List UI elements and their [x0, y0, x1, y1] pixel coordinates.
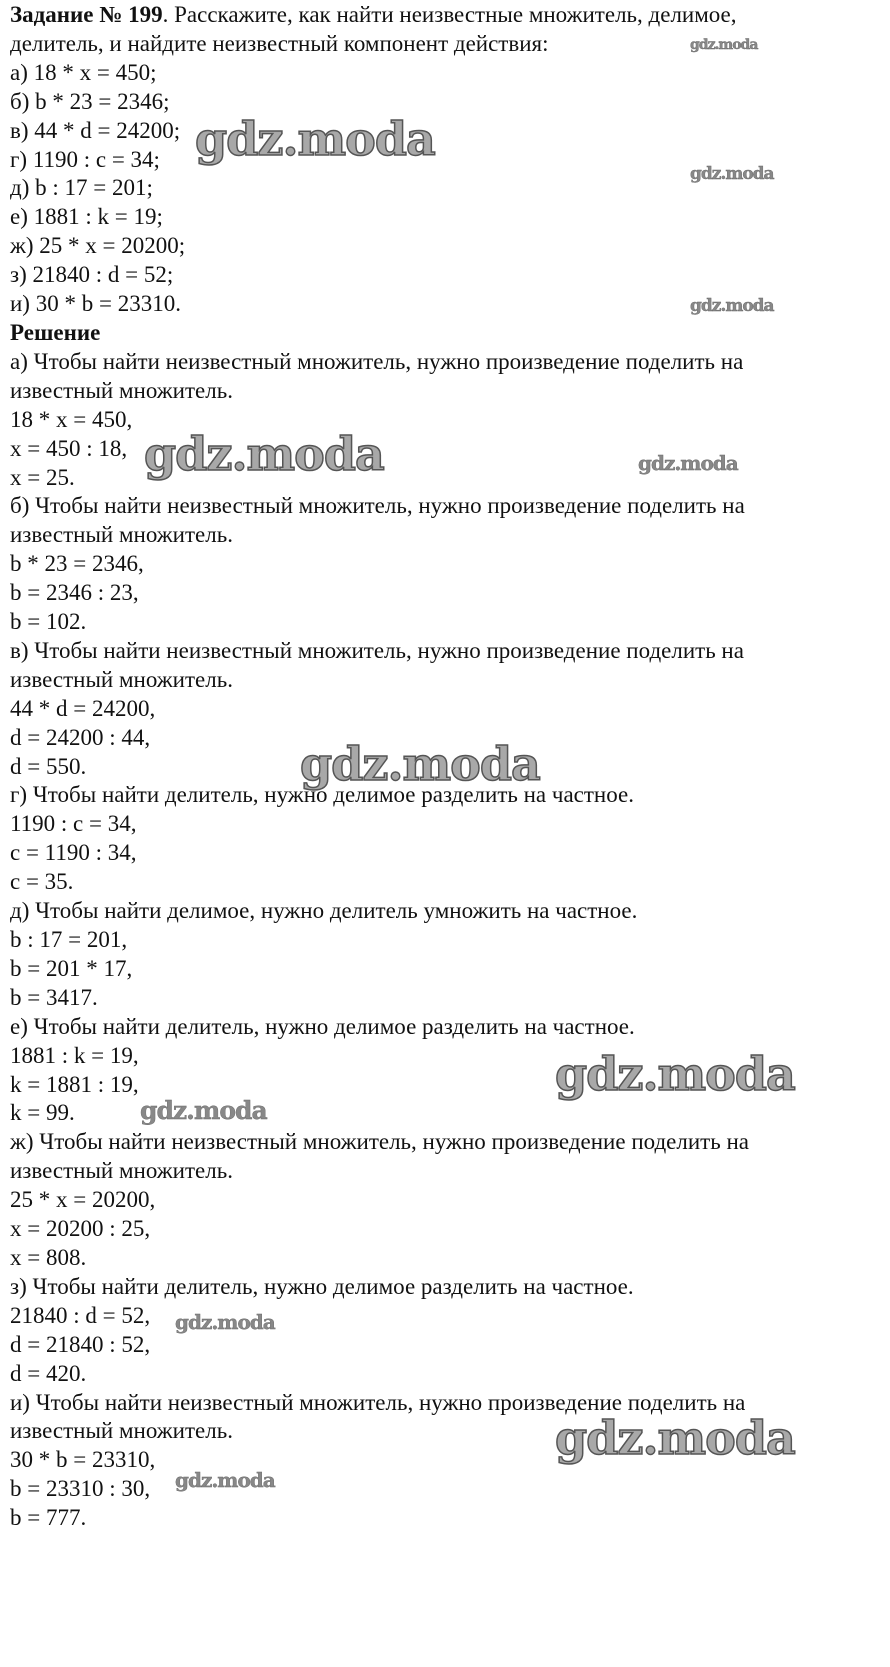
solution-line: k = 99. — [10, 1100, 75, 1126]
watermark: gdz.moda — [144, 427, 384, 481]
watermark: gdz.moda — [300, 737, 540, 791]
task-item: з) 21840 : d = 52; — [10, 262, 174, 288]
solution-line: b = 3417. — [10, 984, 98, 1010]
solution-line: k = 1881 : 19, — [10, 1071, 139, 1097]
watermark: gdz.moda — [690, 164, 774, 184]
solution-line: 44 * d = 24200, — [10, 695, 156, 721]
watermark: gdz.moda — [175, 1468, 275, 1492]
watermark: gdz.moda — [555, 1411, 795, 1465]
solution-line: b = 23310 : 30, — [10, 1476, 151, 1502]
solution-line: b = 777. — [10, 1505, 87, 1531]
solution-line: 21840 : d = 52, — [10, 1302, 151, 1328]
solution-line: x = 808. — [10, 1244, 87, 1270]
watermark: gdz.moda — [555, 1047, 795, 1101]
solution-line: ж) Чтобы найти неизвестный множитель, нужно произведение поделить на — [10, 1129, 749, 1155]
solution-line: c = 1190 : 34, — [10, 840, 137, 866]
solution-line: б) Чтобы найти неизвестный множитель, нужно произведение поделить на — [10, 493, 745, 519]
solution-line: известный множитель. — [10, 522, 233, 548]
task-item: б) b * 23 = 2346; — [10, 88, 170, 114]
solution-line: d = 24200 : 44, — [10, 724, 151, 750]
task-heading — [10, 1, 749, 30]
solution-line: 1190 : c = 34, — [10, 811, 137, 837]
solution-line: 18 * x = 450, — [10, 406, 133, 432]
solution-line: d = 420. — [10, 1360, 87, 1386]
watermark: gdz.moda — [195, 112, 435, 166]
watermark: gdz.moda — [690, 296, 774, 316]
solution-line: и) Чтобы найти неизвестный множитель, нужно произведение поделить на — [10, 1389, 746, 1415]
solution-line: г) Чтобы найти делитель, нужно делимое разделить на частное. — [10, 782, 634, 808]
solution-line: д) Чтобы найти делимое, нужно делитель умножить на частное. — [10, 898, 638, 924]
task-item: в) 44 * d = 24200; — [10, 117, 181, 143]
solution-line: x = 25. — [10, 464, 75, 490]
task-item: е) 1881 : k = 19; — [10, 204, 163, 230]
watermark: gdz.moda — [140, 1096, 267, 1125]
task-item: г) 1190 : c = 34; — [10, 146, 160, 172]
solution-heading-text: Решение — [10, 319, 101, 345]
solution-line: известный множитель. — [10, 377, 233, 403]
task-item: а) 18 * x = 450; — [10, 59, 157, 85]
solution-line: b = 102. — [10, 609, 87, 635]
watermark: gdz.moda — [175, 1310, 275, 1334]
task-item: ж) 25 * x = 20200; — [10, 233, 186, 259]
task-item: и) 30 * b = 23310. — [10, 291, 181, 317]
solution-line: а) Чтобы найти неизвестный множитель, нужно произведение поделить на — [10, 348, 744, 374]
solution-line: е) Чтобы найти делитель, нужно делимое разделить на частное. — [10, 1013, 635, 1039]
task-item: д) b : 17 = 201; — [10, 175, 153, 201]
task-text: . Расскажите, как найти неизвестные множитель, делимое, — [162, 2, 737, 27]
solution-line: известный множитель. — [10, 1158, 233, 1184]
task-items — [10, 59, 749, 319]
solution-line: b = 201 * 17, — [10, 955, 133, 981]
solution-line: 30 * b = 23310, — [10, 1447, 156, 1473]
solution-heading — [10, 319, 749, 348]
solution-body — [10, 348, 749, 1533]
solution-line: 25 * x = 20200, — [10, 1187, 156, 1213]
watermark: gdz.moda — [690, 37, 758, 53]
solution-line: b * 23 = 2346, — [10, 551, 144, 577]
solution-line: d = 21840 : 52, — [10, 1331, 151, 1357]
solution-line: известный множитель. — [10, 666, 233, 692]
solution-line: c = 35. — [10, 869, 74, 895]
solution-line: d = 550. — [10, 753, 87, 779]
solution-line: b : 17 = 201, — [10, 927, 128, 952]
solution-line: b = 2346 : 23, — [10, 580, 139, 606]
solution-line: известный множитель. — [10, 1418, 233, 1444]
task-text-line: делитель, и найдите неизвестный компонент действия: — [10, 30, 549, 56]
solution-line: 1881 : k = 19, — [10, 1042, 139, 1068]
watermark: gdz.moda — [638, 451, 738, 475]
solution-line: x = 450 : 18, — [10, 435, 128, 461]
solution-line: з) Чтобы найти делитель, нужно делимое разделить на частное. — [10, 1273, 634, 1299]
task-number: Задание № 199 — [10, 2, 163, 27]
solution-line: x = 20200 : 25, — [10, 1216, 151, 1242]
solution-line: в) Чтобы найти неизвестный множитель, нужно произведение поделить на — [10, 637, 744, 663]
